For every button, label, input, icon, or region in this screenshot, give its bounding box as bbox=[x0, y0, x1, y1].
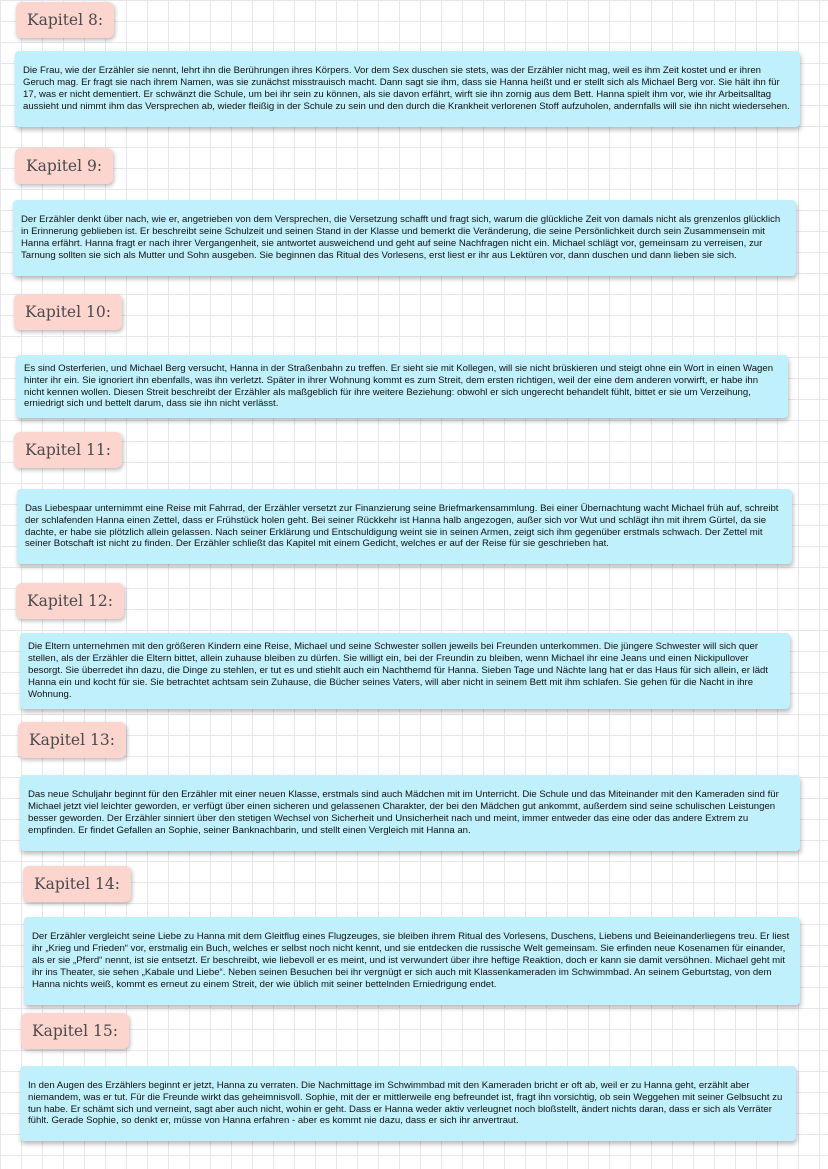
chapter-12-summary bbox=[20, 633, 790, 709]
chapter-9-heading: Kapitel 9: bbox=[15, 148, 113, 184]
chapter-9-text: Der Erzähler denkt über nach, wie er, angetrieben von dem Versprechen, die Versetzung schafft und fragt sich, warum die glückliche Zeit von damals nicht als grenzenlos glücklich in Erinnerung geblieben ist. Er beschreibt seine Schulzeit und seinen Stand in der Klasse und bemerkt die Veränderung, die seine Persönlichkeit durch sein Zusammensein mit Hanna erfährt. Hanna fragt er nach ihrer Vergangenheit, sie antwortet ausweichend und geht auf seine Nachfragen nicht ein. Michael schlägt vor, gemeinsam zu verreisen, zur Tarnung sollten sie sich als Mutter und Sohn ausgeben. Sie beginnen das Ritual des Vorlesens, erst liest er ihr aus Lektüren vor, dann duschen und dann lieben sie sich. bbox=[21, 214, 781, 261]
chapter-14-summary bbox=[24, 917, 800, 1005]
chapter-10-summary bbox=[16, 355, 788, 418]
chapter-12-heading: Kapitel 12: bbox=[16, 583, 124, 619]
chapter-10-text: Es sind Osterferien, und Michael Berg versucht, Hanna in der Straßenbahn zu treffen. Er sieht sie mit Kollegen, will sie nicht brüskieren und steigt ohne ein Wort in einen Wagen hinter ihr ein. Sie ignoriert ihn ebenfalls, was ihn verletzt. Später in ihrer Wohnung kommt es zum Streit, dem ersten richtigen, weil der eine dem anderen vorwirft, er habe ihn nicht kennen wollen. Diesen Streit beschreibt der Erzähler als maßgeblich für ihre weitere Beziehung: obwohl er sich ungerecht behandelt fühlt, bittet er sie um Verzeihung, erniedrigt sich und bettelt darum, dass sie ihn nicht verlässt. bbox=[24, 362, 774, 410]
chapter-12-text: Die Eltern unternehmen mit den größeren Kindern eine Reise, Michael und seine Schwester sollen jeweils bei Freunden unterkommen. Die jüngere Schwester will sich quer stellen, als der Erzähler die Eltern bittet, allein zuhause bleiben zu dürfen. Sie willigt ein, bei der Freundin zu bleiben, wenn Michael ihr eine Jeans und einen Nickipullover besorgt. Sie überredet ihn dazu, die Dinge zu stehlen, er tut es und stiehlt auch ein Nachthemd für Hanna. Sieben Tage und Nächte lang hat er das Haus für sich allein, er lädt Hanna ein und kocht für sie. Sie betrachtet achtsam sein Zuhause, die Bücher seines Vaters, will aber nicht in seinem Bett mit ihm schlafen. Sie gehen für die Nacht in ihre Wohnung. bbox=[28, 641, 769, 700]
chapter-8-text: Die Frau, wie der Erzähler sie nennt, lehrt ihn die Berührungen ihres Körpers. Vor dem Sex duschen sie stets, was der Erzähler nicht mag, weil es ihm Zeit kostet und er ihren Geruch mag. Er fragt sie nach ihrem Namen, was sie zunächst misstrauisch macht. Dann sagt sie ihm, dass sie Hanna heißt und er stellt sich als Michael Berg vor. Sie hält ihn für 17, was er nicht dementiert. Er schwänzt die Schule, um bei ihr sein zu können, als sie davon erfährt, wirft sie ihn zornig aus dem Bett. Hanna spielt ihm vor, wie ihr Arbeitsalltag aussieht und nimmt ihm das Versprechen ab, wieder fleißig in der Schule zu sein und den durch die Krankheit verlorenen Stoff aufzuholen, andernfalls will sie ihn nicht wiedersehen. bbox=[23, 65, 790, 112]
chapter-8-summary bbox=[15, 51, 800, 127]
chapter-11-heading: Kapitel 11: bbox=[14, 432, 122, 468]
chapter-15-text: In den Augen des Erzählers beginnt er jetzt, Hanna zu verraten. Die Nachmittage im Schwimmbad mit den Kameraden bricht er oft ab, weil er zu Hanna geht, erzählt aber niemandem, was er tut. Für die Freunde wirkt das geheimnisvoll. Sophie, mit der er mittlerweile eng befreundet ist, fragt ihn vorsichtig, ob sein Weggehen mit seiner Gelbsucht zu tun habe. Er schämt sich und verneint, sagt aber auch nicht, wohin er geht. Dass er Hanna weder aktiv verleugnet noch bloßstellt, ändert nichts daran, dass er sich als Verräter fühlt. Gerade Sophie, so denkt er, müsse von Hanna erfahren - aber es kommt nie dazu, dass er sich ihr anvertraut. bbox=[28, 1079, 783, 1127]
chapter-11-summary bbox=[17, 489, 792, 564]
chapter-9-summary bbox=[13, 200, 796, 276]
chapter-14-heading: Kapitel 14: bbox=[23, 866, 131, 902]
chapter-11-text: Das Liebespaar unternimmt eine Reise mit Fahrrad, der Erzähler versetzt zur Finanzierung seine Briefmarkensammlung. Bei einer Übernachtung wacht Michael früh auf, schreibt der schlafenden Hanna einen Zettel, dass er Frühstück holen geht. Bei seiner Rückkehr ist Hanna halb angezogen, außer sich vor Wut und schlägt ihn mit ihrem Gürtel, da sie dachte, er habe sie plötzlich allein gelassen. Nach seiner Erklärung und Entschuldigung weint sie in seinen Armen, zeigt sich ihm gegenüber erstmals schwach. Der Zettel mit seiner Botschaft ist nicht zu finden. Der Erzähler schließt das Kapitel mit einem Gedicht, welches er auf der Reise für sie geschrieben hat. bbox=[25, 502, 779, 550]
chapter-13-summary bbox=[20, 775, 800, 851]
chapter-15-summary bbox=[20, 1066, 796, 1141]
chapter-15-heading: Kapitel 15: bbox=[21, 1013, 129, 1049]
chapter-10-heading: Kapitel 10: bbox=[14, 294, 122, 330]
chapter-13-heading: Kapitel 13: bbox=[18, 722, 126, 758]
chapter-8-heading: Kapitel 8: bbox=[16, 2, 114, 38]
chapter-14-text: Der Erzähler vergleicht seine Liebe zu Hanna mit dem Gleitflug eines Flugzeuges, sie bleiben ihrem Ritual des Vorlesens, Duschens, Liebens und Beieinanderliegens treu. Er liest ihr „Krieg und Frieden“ vor, erstmalig ein Buch, welches er selbst noch nicht kennt, und sie entdecken die russische Welt gemeinsam. Sie erfinden neue Kosenamen für einander, als er sie „Pferd“ nennt, ist sie entsetzt. Er beschreibt, wie liebevoll er es meint, und ist verwundert über ihre heftige Reaktion, doch er kann sie damit versöhnen. Michael geht mit ihr ins Theater, sie sehen „Kabale und Liebe“. Neben seinen Besuchen bei ihr vergnügt er sich auch mit Klassenkameraden im Schwimmbad. An seinem Geburtstag, von dem Hanna nichts weiß, kommt es erneut zu einem Streit, der wie üblich mit seiner bettelnden Erniedrigung endet. bbox=[32, 931, 790, 990]
chapter-13-text: Das neue Schuljahr beginnt für den Erzähler mit einer neuen Klasse, erstmals sind auch Mädchen mit im Unterricht. Die Schule und das Miteinander mit den Kameraden sind für Michael jetzt viel leichter geworden, er verfügt über einen sicheren und gelassenen Charakter, der bei den Mädchen gut ankommt, außerdem sind seine schulischen Leistungen besser geworden. Der Erzähler sinniert über den stetigen Wechsel von Sicherheit und Unsicherheit nach und meint, immer entweder das eine oder das andere Extrem zu empfinden. Er findet Gefallen an Sophie, seiner Banknachbarin, und stellt einen Vergleich mit Hanna an. bbox=[28, 789, 779, 836]
